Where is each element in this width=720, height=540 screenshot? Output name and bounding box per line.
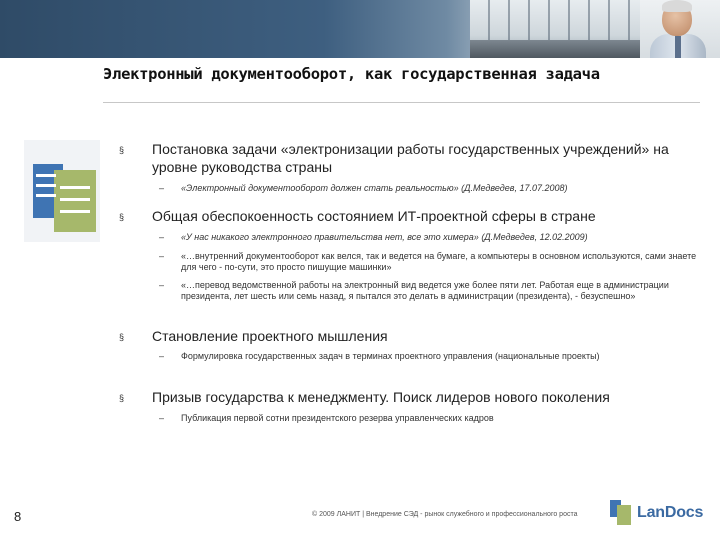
sub-bullet-text: «…перевод ведомственной работы на электронный вид ведется уже более пяти лет. Работая еще в администрации президента, лет шесть или семь назад, я пытался это делать в администрации (президента), - безуспешно» xyxy=(181,280,669,301)
businessman-photo xyxy=(640,0,720,58)
office-desk-photo xyxy=(470,40,640,58)
sub-bullet-text: «Электронный документооборот должен стать реальностью» (Д.Медведев, 17.07.2008) xyxy=(181,183,568,193)
bullet-text: Общая обеспокоенность состоянием ИТ-проектной сферы в стране xyxy=(152,208,596,224)
landocs-logo xyxy=(610,500,710,526)
bullet-item xyxy=(119,327,697,345)
logo-wordmark: LanDocs xyxy=(637,504,704,521)
sub-bullet-text: «У нас никакого электронного правительства нет, все это химера» (Д.Медведев, 12.02.2009) xyxy=(181,232,588,242)
bullet-item xyxy=(119,140,697,176)
sub-bullet-item: – Формулировка государственных задач в терминах проектного управления (национальные проекты) xyxy=(159,351,600,361)
sub-bullet-item: – «Электронный документооборот должен стать реальностью» (Д.Медведев, 17.07.2008) xyxy=(159,183,568,193)
sub-bullet-item: – «…внутренний документооборот как велся, так и ведется на бумаге, а компьютеры в основном используются, сами знаете для чего - по-сути, это просто пишущие машинки» xyxy=(159,251,697,272)
sub-bullet-text: Формулировка государственных задач в терминах проектного управления (национальные проекты) xyxy=(181,351,600,361)
bullet-marker: § xyxy=(119,393,125,403)
footer-copyright: © 2009 ЛАНИТ | Внедрение СЭД - рынок служебного и профессионального роста xyxy=(312,511,578,518)
sub-bullet-item: – Публикация первой сотни президентского резерва управленческих кадров xyxy=(159,413,494,423)
bullet-marker: § xyxy=(119,212,125,222)
documents-icon xyxy=(24,140,102,244)
page-number: 8 xyxy=(14,509,22,524)
bullet-marker: § xyxy=(119,145,125,155)
slide-title: Электронный документооборот, как государственная задача xyxy=(103,65,600,83)
title-divider xyxy=(103,102,700,103)
bullet-text: Постановка задачи «электронизации работы государственных учреждений» на уровне руководства страны xyxy=(152,141,669,175)
bullet-text: Призыв государства к менеджменту. Поиск лидеров нового поколения xyxy=(152,389,610,405)
bullet-item xyxy=(119,207,697,225)
bullet-text: Становление проектного мышления xyxy=(152,328,388,344)
header-banner-image xyxy=(0,0,720,58)
sub-bullet-text: «…внутренний документооборот как велся, так и ведется на бумаге, а компьютеры в основном используются, сами знаете для чего - по-сути, это просто пишущие машинки» xyxy=(181,251,697,272)
sub-bullet-item: – «…перевод ведомственной работы на электронный вид ведется уже более пяти лет. Работая еще в администрации президента, лет шесть или семь назад, я пытался это делать в администрации (президента), - безуспешно» xyxy=(159,280,669,301)
bullet-item xyxy=(119,388,697,406)
bullet-marker: § xyxy=(119,332,125,342)
sub-bullet-item: – «У нас никакого электронного правительства нет, все это химера» (Д.Медведев, 12.02.2009) xyxy=(159,232,588,242)
logo-doc-green-icon xyxy=(617,505,631,525)
sub-bullet-text: Публикация первой сотни президентского резерва управленческих кадров xyxy=(181,413,494,423)
